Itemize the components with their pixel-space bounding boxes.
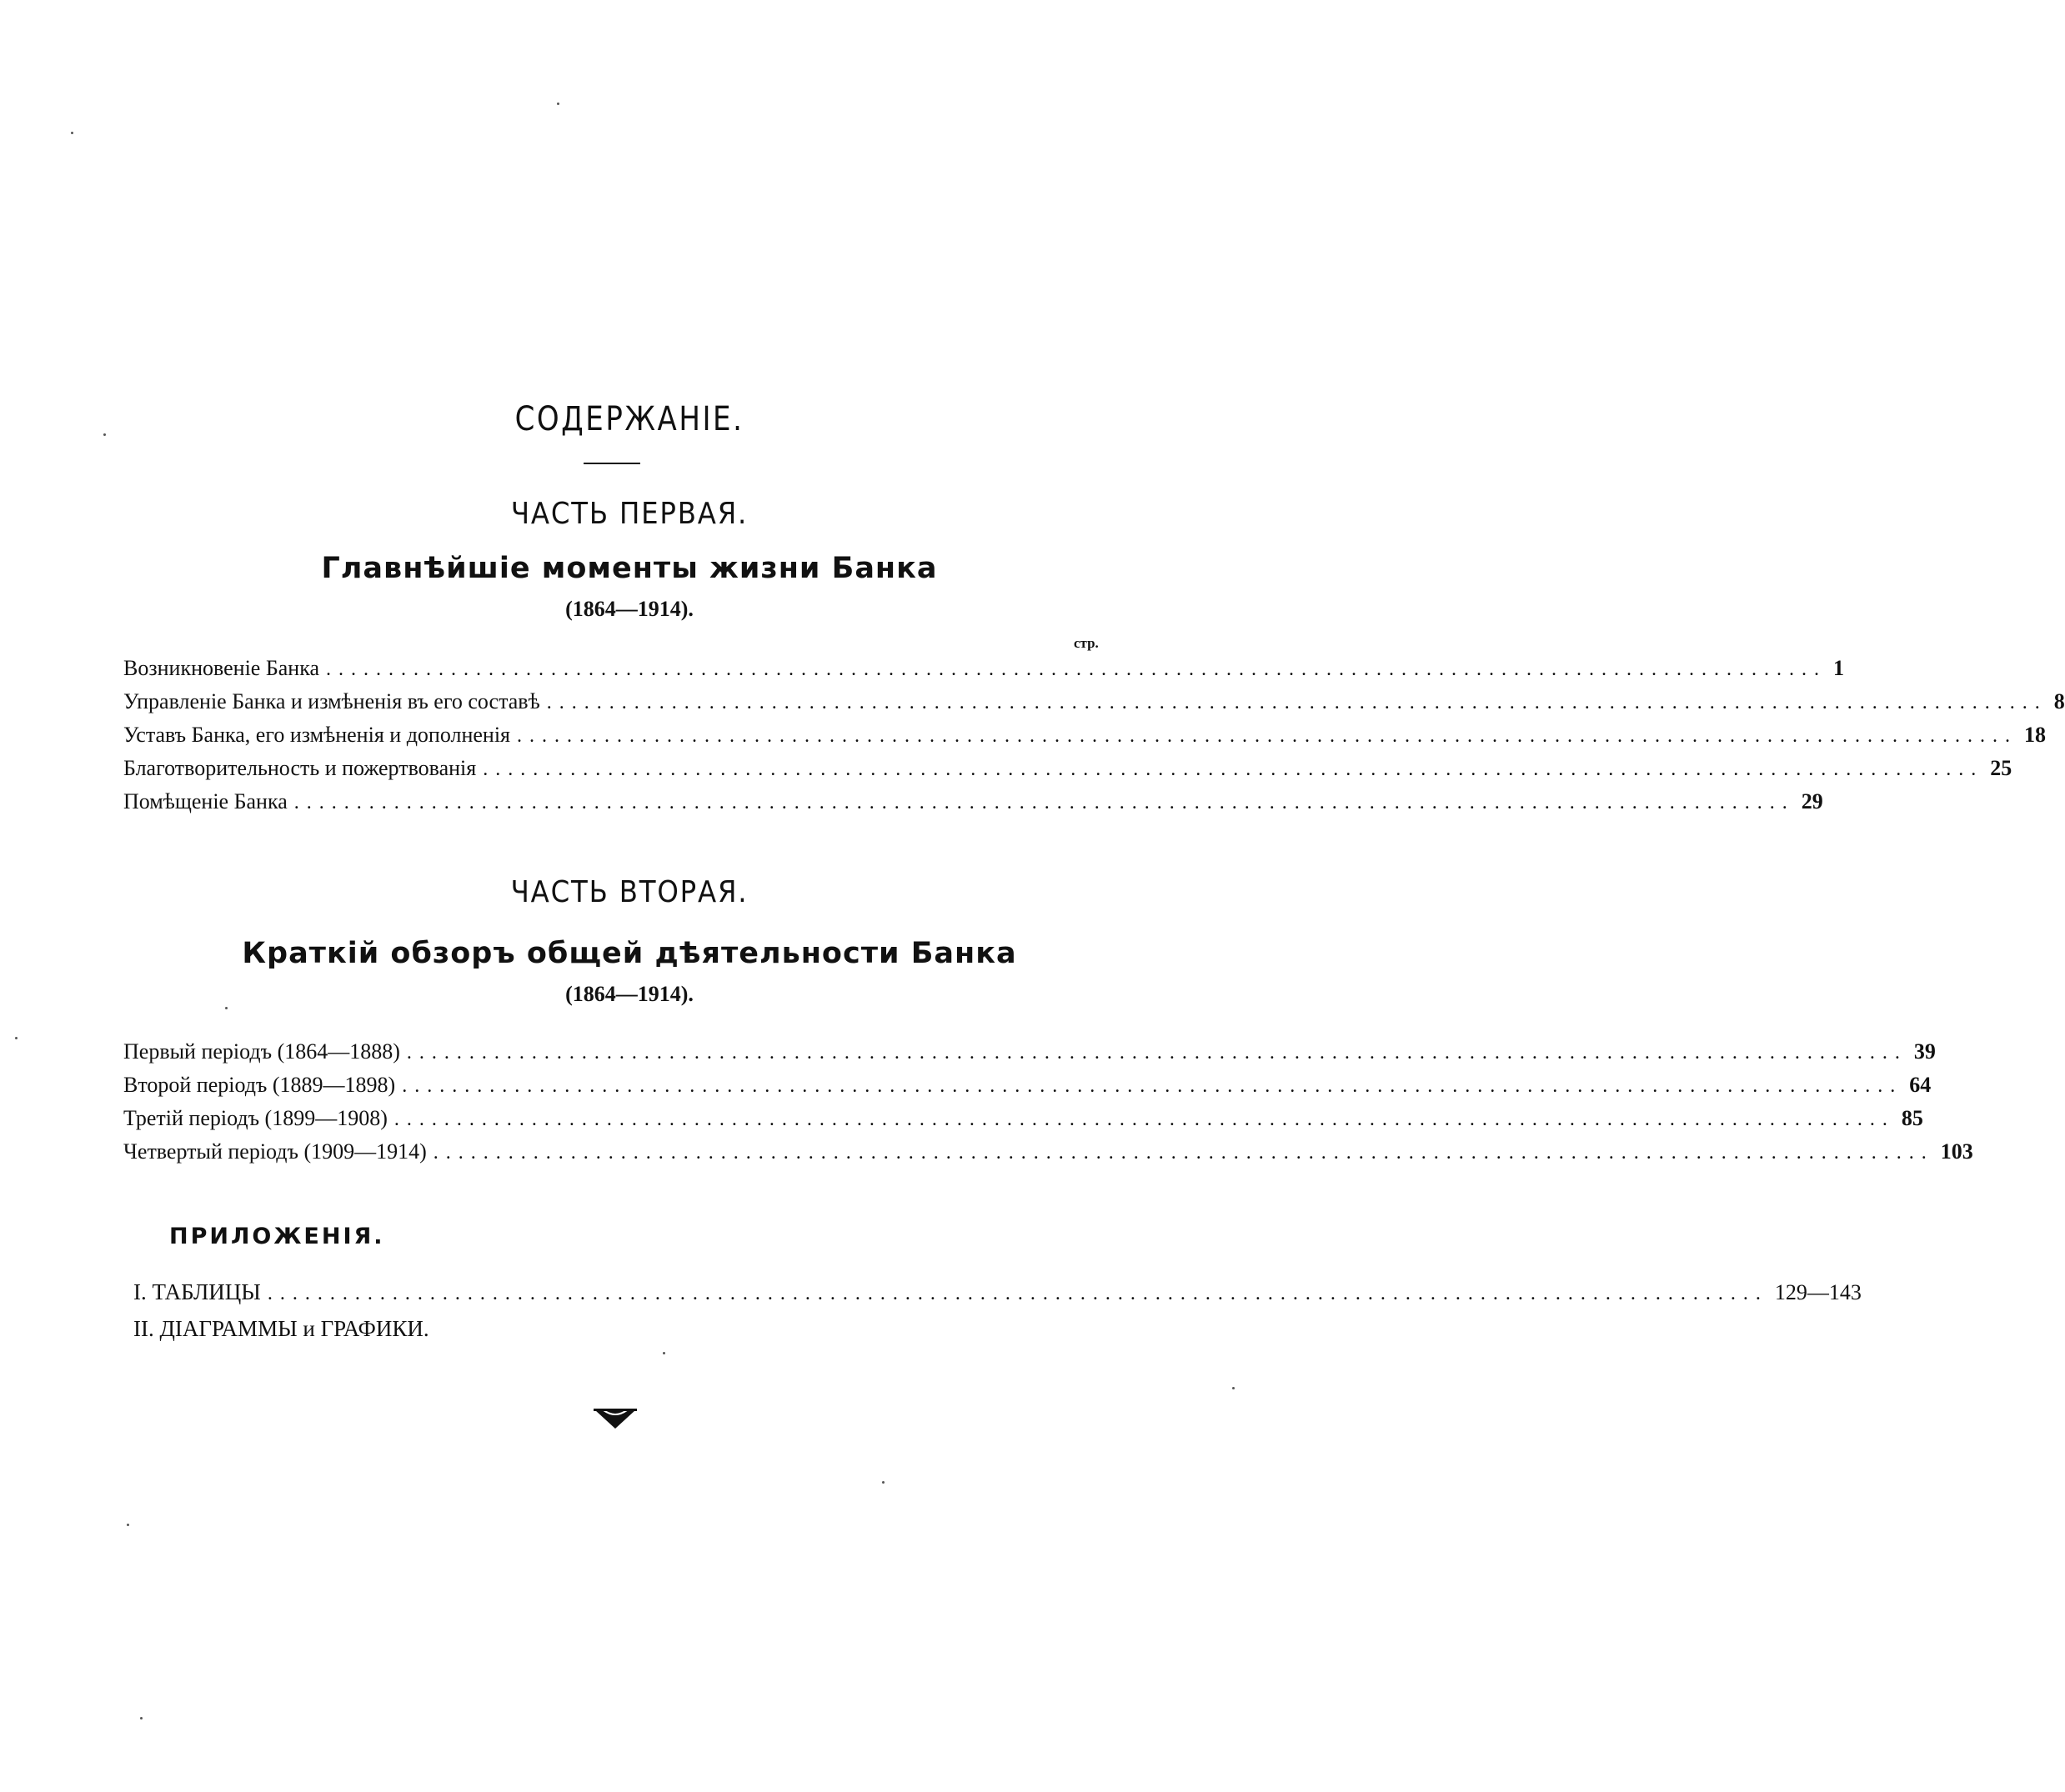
- toc-entry[interactable]: [123, 1102, 1923, 1135]
- toc-entry-label: Четвертый періодъ (1909—1914): [123, 1139, 427, 1164]
- toc-entry-label: Уставъ Банка, его измѣненія и дополненія: [123, 723, 511, 747]
- dot-leader: ........................................................................................................................: [393, 1109, 1895, 1130]
- toc-entry[interactable]: [123, 752, 2012, 785]
- toc-entry[interactable]: [123, 785, 1823, 818]
- dot-leader: ........................................................................................................................: [406, 1042, 1907, 1064]
- part-two-years: (1864—1914).: [565, 982, 694, 1006]
- appendix-entry-label: II. ДІАГРАММЫ и ГРАФИКИ.: [133, 1316, 429, 1341]
- scan-speck: [71, 132, 73, 134]
- dot-leader: ........................................................................................................................: [293, 792, 1795, 813]
- title-rule: [584, 463, 640, 464]
- scan-speck: [882, 1481, 885, 1484]
- dot-leader: ........................................................................................................................: [483, 758, 1984, 780]
- page-title-wrap: [0, 400, 1259, 438]
- toc-entry-page: 18: [2024, 723, 2047, 747]
- toc-entry[interactable]: [123, 1135, 1973, 1169]
- down-triangle-ornament-icon: [594, 1407, 637, 1430]
- page-column-label: стр.: [1074, 635, 1099, 651]
- appendix-entry[interactable]: [133, 1312, 1100, 1345]
- part-two-heading: ЧАСТЬ ВТОРАЯ.: [510, 875, 749, 909]
- scan-speck: [103, 433, 106, 436]
- page-title: СОДЕРЖАНІЕ.: [514, 400, 744, 438]
- part-one-subtitle: Главнѣйшіе моменты жизни Банка: [321, 552, 938, 585]
- scan-speck: [225, 1007, 228, 1009]
- scan-speck: [127, 1524, 129, 1526]
- scan-speck: [1232, 1387, 1235, 1389]
- toc-entry-label: Первый періодъ (1864—1888): [123, 1039, 400, 1064]
- part-two-subtitle: Краткій обзоръ общей дѣятельности Банка: [242, 937, 1017, 970]
- appendix-heading: ПРИЛОЖЕНІЯ.: [169, 1224, 385, 1249]
- toc-entry-label: Помѣщеніе Банка: [123, 789, 288, 813]
- appendix-entry-label: I. ТАБЛИЦЫ: [133, 1279, 261, 1304]
- part-one-years: (1864—1914).: [565, 597, 694, 621]
- toc-entry-page: 29: [1801, 789, 1823, 813]
- toc-entry[interactable]: [123, 685, 2065, 718]
- dot-leader: ........................................................................................................................: [517, 725, 2018, 747]
- part-one-heading: ЧАСТЬ ПЕРВАЯ.: [510, 497, 749, 531]
- dot-leader: ........................................................................................................................: [546, 692, 2047, 713]
- toc-entry[interactable]: [123, 1035, 1936, 1069]
- appendix-entry[interactable]: [133, 1275, 1862, 1309]
- toc-entry-page: 8: [2053, 689, 2065, 713]
- toc-entry-label: Благотворительность и пожертвованія: [123, 756, 477, 780]
- toc-entry-page: 25: [1990, 756, 2012, 780]
- dot-leader: ........................................................................................................................: [326, 658, 1827, 680]
- toc-entry-page: 85: [1901, 1106, 1923, 1130]
- scan-speck: [140, 1717, 143, 1719]
- toc-entry-label: Возникновеніе Банка: [123, 656, 319, 680]
- toc-entry[interactable]: [123, 1069, 1932, 1102]
- scan-speck: [557, 103, 559, 105]
- toc-entry[interactable]: [123, 652, 1844, 685]
- toc-entry-page: 64: [1909, 1073, 1932, 1097]
- scan-speck: [663, 1352, 665, 1354]
- toc-entry-label: Третій періодъ (1899—1908): [123, 1106, 388, 1130]
- toc-entry[interactable]: [123, 718, 2047, 752]
- appendix-entry-page: 129—143: [1774, 1280, 1862, 1304]
- scan-speck: [15, 1037, 18, 1039]
- toc-entry-label: Управленіе Банка и измѣненія въ его составѣ: [123, 689, 540, 713]
- toc-entry-label: Второй періодъ (1889—1898): [123, 1073, 396, 1097]
- dot-leader: ........................................................................................................................: [402, 1075, 1903, 1097]
- dot-leader: ........................................................................................................................: [267, 1283, 1768, 1304]
- toc-entry-page: 103: [1940, 1139, 1973, 1164]
- dot-leader: ........................................................................................................................: [433, 1142, 1934, 1164]
- toc-entry-page: 39: [1913, 1039, 1936, 1064]
- toc-entry-page: 1: [1833, 656, 1844, 680]
